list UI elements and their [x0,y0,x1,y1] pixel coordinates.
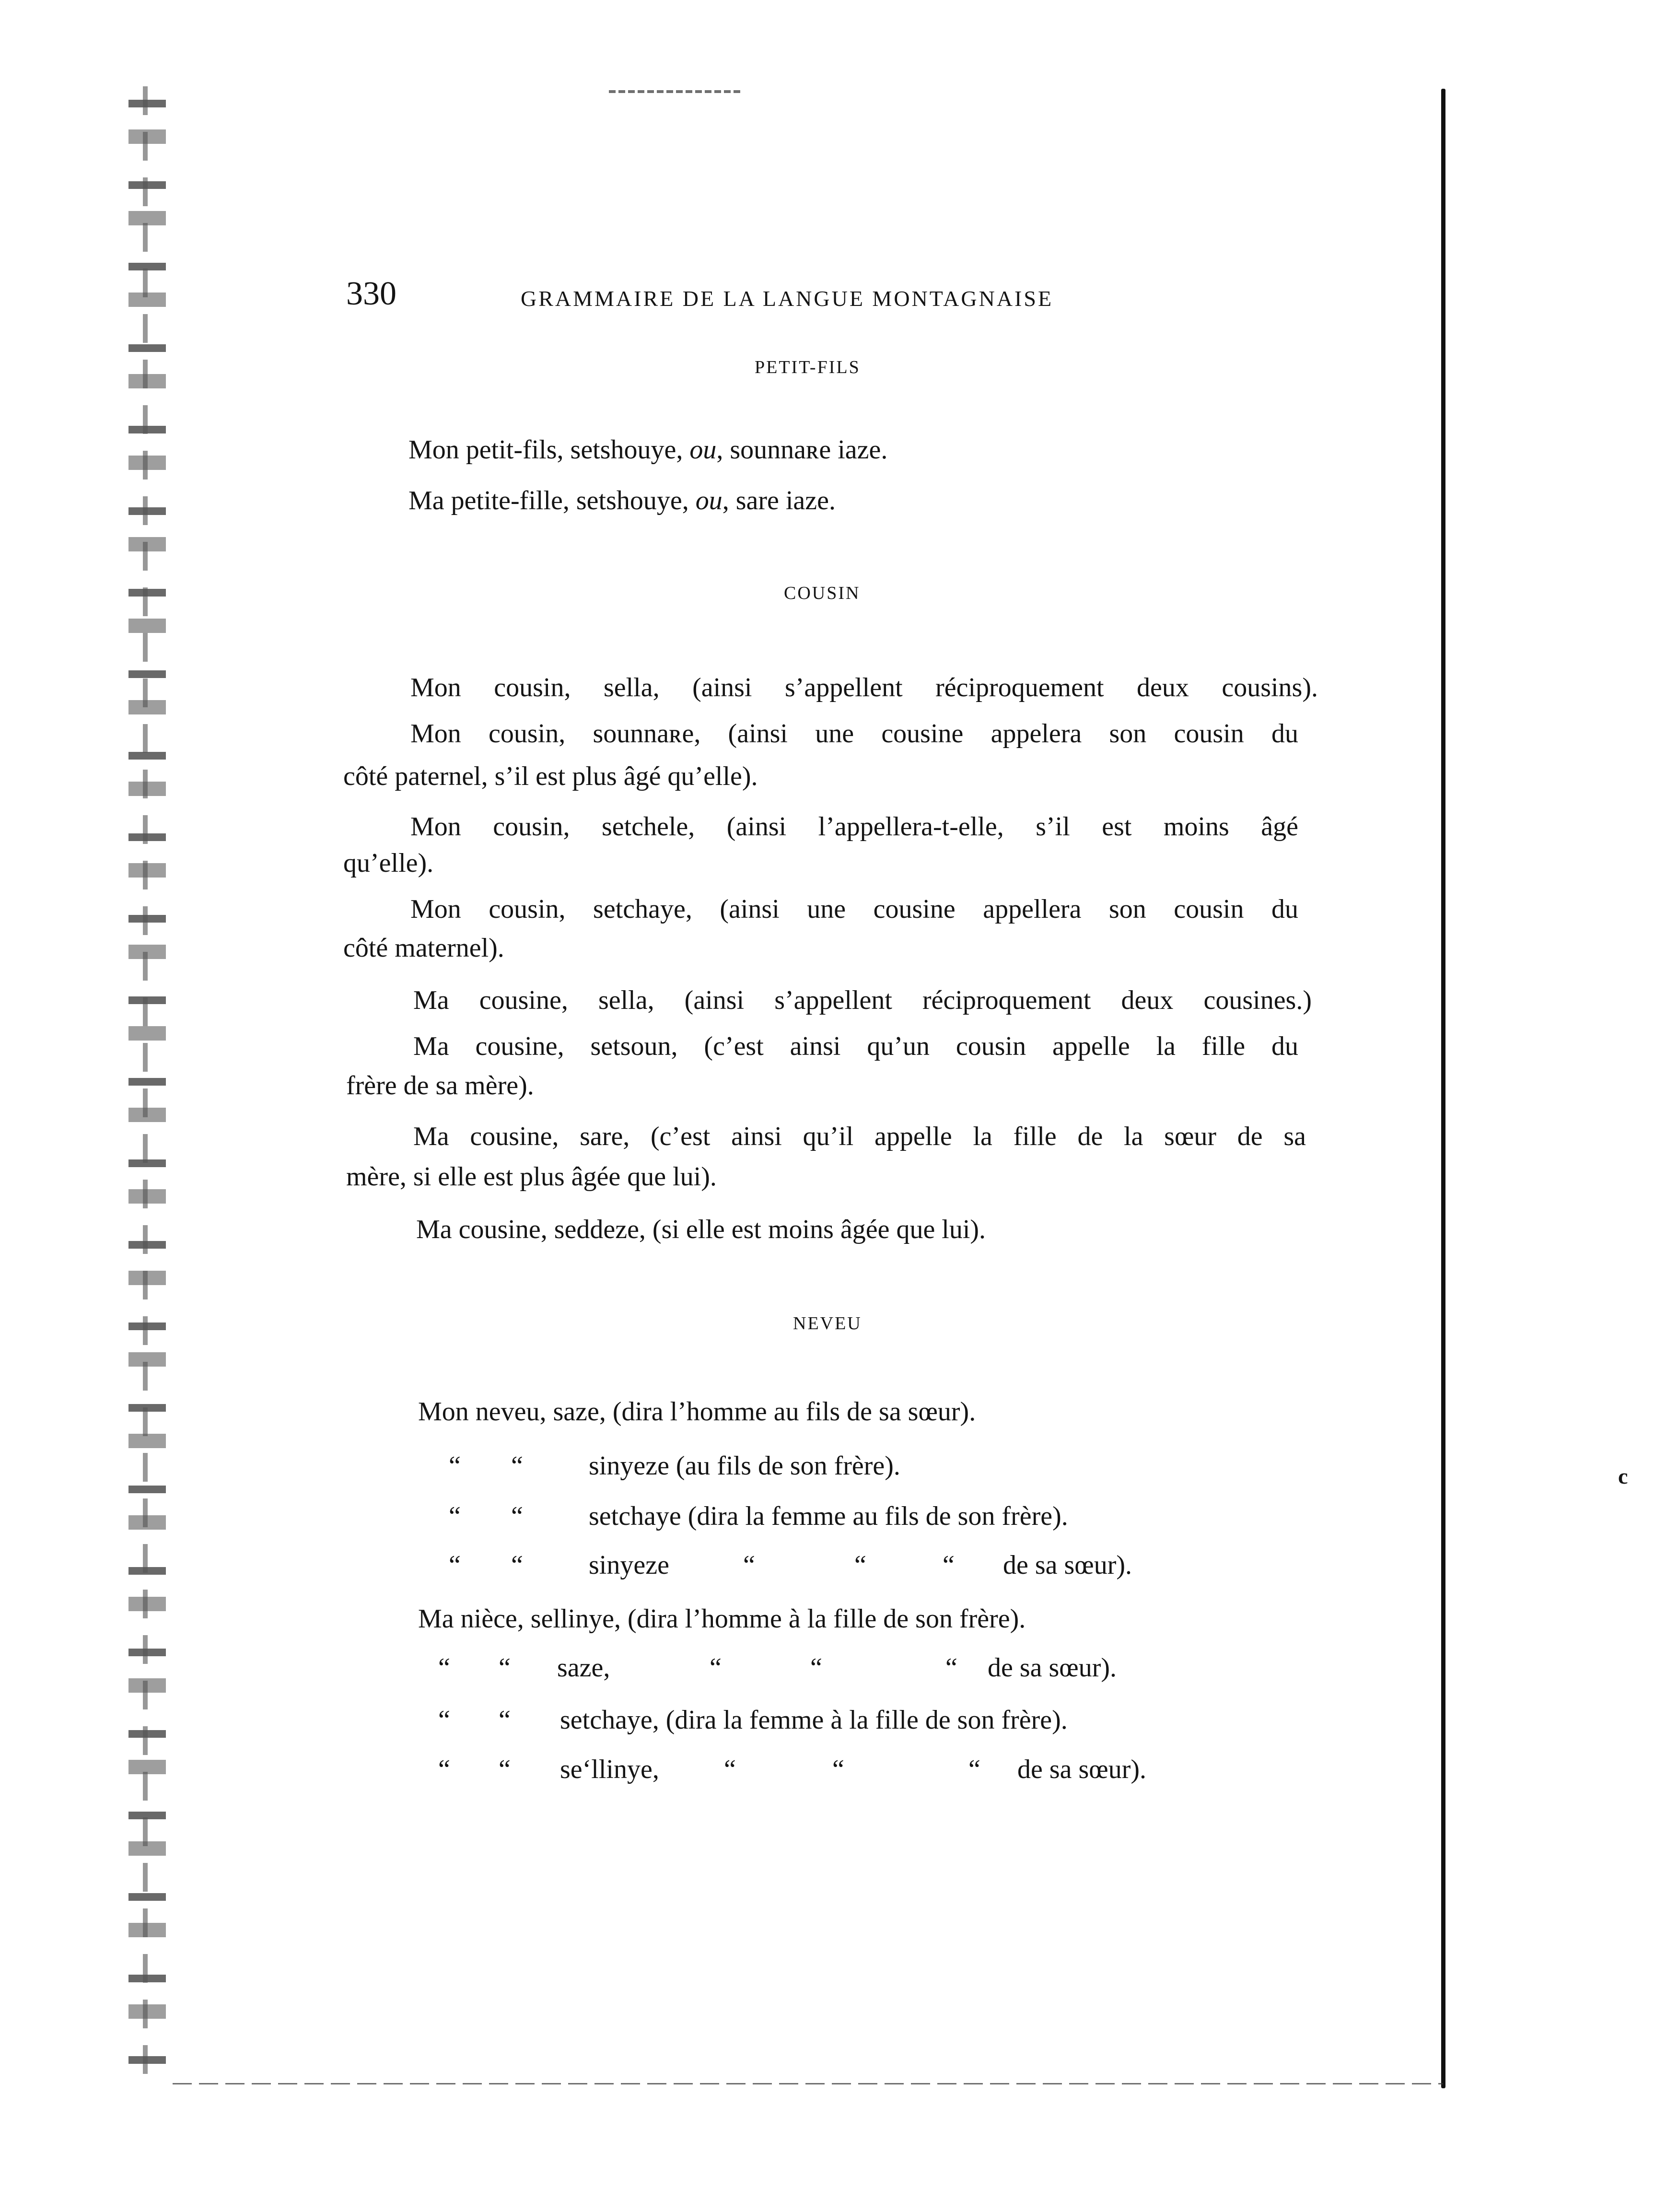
text-line: qu’elle). [343,848,434,878]
text-line: Mon cousin, sella, (ainsi s’appellent réciproquement deux cousins). [410,673,1318,702]
ditto-mark: “ [449,1451,461,1481]
section-heading-cousin: COUSIN [784,583,861,603]
text-line: Ma nièce, sellinye, (dira l’homme à la fille de son frère). [418,1604,1026,1634]
ditto-mark: “ [511,1550,523,1580]
ditto-mark: “ [710,1653,722,1683]
ditto-mark: “ [438,1653,450,1683]
text-cell: se‘llinye, [560,1755,659,1784]
ditto-mark: “ [968,1755,980,1784]
ditto-mark: “ [438,1705,450,1735]
text-line: Mon neveu, saze, (dira l’homme au fils de sa sœur). [418,1397,976,1427]
text-line: Mon cousin, sounnaʀe, (ainsi une cousine appelera son cousin du [410,719,1298,749]
ditto-mark: “ [945,1653,957,1683]
ditto-mark: “ [499,1755,511,1784]
text-run: Ma petite-fille, setshouye, [408,486,696,515]
text-line: côté paternel, s’il est plus âgé qu’elle). [343,761,758,791]
ditto-mark: “ [943,1550,955,1580]
text-line: Ma cousine, seddeze, (si elle est moins âgée que lui). [416,1215,986,1244]
ditto-mark: “ [511,1451,523,1481]
italic-run: ou [689,435,717,465]
text-line: Mon cousin, setchaye, (ainsi une cousine appellera son cousin du [410,894,1298,924]
page-edge-rule [1441,89,1445,2088]
text-line: setchaye, (dira la femme à la fille de son frère). [560,1705,1068,1735]
binding-shadow [128,86,166,2076]
ditto-mark: “ [743,1550,755,1580]
text-line: frère de sa mère). [346,1071,534,1100]
ditto-mark: “ [449,1501,461,1531]
ditto-mark: “ [511,1501,523,1531]
section-heading-neveu: NEVEU [793,1313,862,1334]
text-run: , sare iaze. [722,486,836,515]
text-line: Ma cousine, sare, (c’est ainsi qu’il appelle la fille de la sœur de sa [413,1122,1306,1151]
text-cell: de sa sœur). [1003,1550,1132,1580]
ditto-mark: “ [499,1653,511,1683]
ditto-mark: “ [724,1755,736,1784]
text-line: Ma cousine, sella, (ainsi s’appellent réciproquement deux cousines.) [413,985,1312,1015]
text-line: Mon cousin, setchele, (ainsi l’appellera-t-elle, s’il est moins âgé [410,812,1298,842]
text-cell: sinyeze [589,1550,669,1580]
text-line [408,434,887,465]
text-run: , sounnaʀe iaze. [716,435,888,465]
text-line: mère, si elle est plus âgée que lui). [346,1162,717,1192]
text-cell: saze, [557,1653,610,1683]
italic-run: ou [695,486,722,515]
text-run: Mon petit-fils, setshouye, [408,435,690,465]
ditto-mark: “ [499,1705,511,1735]
text-line: setchaye (dira la femme au fils de son frère). [589,1501,1068,1531]
text-cell: de sa sœur). [988,1653,1117,1683]
text-line: côté maternel). [343,933,504,963]
text-line: Ma cousine, setsoun, (c’est ainsi qu’un cousin appelle la fille du [413,1031,1298,1061]
section-heading-petit-fils: PETIT-FILS [755,357,861,377]
text-cell: de sa sœur). [1017,1755,1147,1784]
running-title: GRAMMAIRE DE LA LANGUE MONTAGNAISE [521,286,1054,311]
ditto-mark: “ [810,1653,822,1683]
text-line [408,485,836,516]
page-number: 330 [346,275,396,312]
ditto-mark: “ [438,1755,450,1784]
ditto-mark: “ [832,1755,844,1784]
ditto-mark: “ [449,1550,461,1580]
page-bottom-edge [173,2083,1443,2084]
text-line: sinyeze (au fils de son frère). [589,1451,900,1481]
ditto-mark: “ [854,1550,866,1580]
scan-smudge [609,90,743,93]
edge-letter: c [1618,1464,1628,1488]
